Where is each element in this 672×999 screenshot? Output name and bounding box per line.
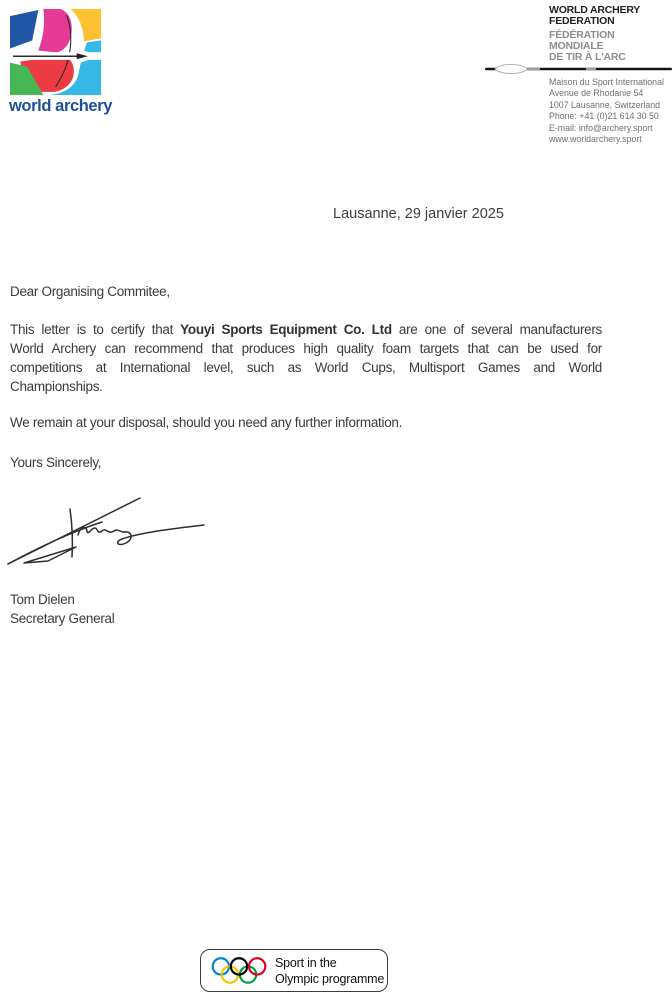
address-line: Phone: +41 (0)21 614 30 50 bbox=[549, 111, 659, 122]
logo-blue-panel bbox=[10, 10, 38, 48]
signature-stroke bbox=[24, 547, 76, 563]
address-line: Avenue de Rhodanie 54 bbox=[549, 88, 644, 99]
para-line-2: World Archery can recommend that produces high quality foam targets that can be used for bbox=[10, 341, 602, 356]
arrow-icon bbox=[480, 62, 672, 76]
org-name-fr-line: FÉDÉRATION bbox=[549, 28, 615, 41]
salutation: Dear Organising Commitee, bbox=[10, 284, 170, 299]
company-name-bold: Youyi Sports Equipment Co. Ltd bbox=[180, 322, 392, 337]
para-line-4: Championships. bbox=[10, 379, 103, 394]
address-block bbox=[549, 77, 672, 145]
signature-stroke bbox=[118, 525, 204, 544]
date-line: Lausanne, 29 janvier 2025 bbox=[333, 206, 504, 222]
logo-yellow-panel bbox=[71, 9, 101, 41]
badge-text-line2: Olympic programme bbox=[275, 971, 385, 986]
disposal-line: We remain at your disposal, should you need any further information. bbox=[10, 415, 403, 430]
org-name-en-line: FEDERATION bbox=[549, 14, 615, 27]
org-name-en-line: WORLD ARCHERY bbox=[549, 4, 641, 16]
para-line-3: competitions at International level, such as World Cups, Multisport Games and World bbox=[10, 360, 602, 375]
arrow-shaft-band bbox=[586, 68, 596, 71]
logo-arrow-shaft bbox=[13, 56, 78, 57]
olympic-rings-icon bbox=[210, 955, 268, 986]
org-name-en bbox=[549, 5, 671, 27]
signer-name: Tom Dielen bbox=[10, 592, 75, 607]
arrow-shaft-band bbox=[528, 68, 540, 71]
signature-image bbox=[4, 487, 210, 567]
org-name-fr-line: MONDIALE bbox=[549, 39, 604, 52]
org-name-fr-line: DE TIR À L'ARC bbox=[549, 50, 626, 63]
logotype-text: world archery bbox=[9, 97, 113, 115]
header-org-block bbox=[549, 5, 671, 63]
signer-block bbox=[10, 590, 114, 628]
address-line: 1007 Lausanne, Switzerland bbox=[549, 99, 661, 110]
para-line-1 bbox=[10, 320, 602, 339]
address-line: Maison du Sport International bbox=[549, 77, 664, 87]
para-line-1-suffix: are one of several manufacturers bbox=[391, 322, 602, 337]
badge-text bbox=[275, 955, 384, 987]
world-archery-logo-icon bbox=[10, 9, 101, 96]
arrow-fletching bbox=[495, 64, 528, 73]
signer-title: Secretary General bbox=[10, 611, 115, 626]
closing-line: Yours Sincerely, bbox=[10, 455, 102, 470]
address-line: www.worldarchery.sport bbox=[549, 134, 642, 145]
org-name-fr bbox=[549, 30, 671, 63]
body-paragraph bbox=[10, 320, 602, 396]
badge-text-line1: Sport in the bbox=[275, 955, 337, 970]
address-line: E-mail: info@archery.sport bbox=[549, 122, 653, 133]
olympic-badge bbox=[200, 949, 388, 992]
para-line-1-prefix: This letter is to certify that bbox=[10, 322, 181, 337]
